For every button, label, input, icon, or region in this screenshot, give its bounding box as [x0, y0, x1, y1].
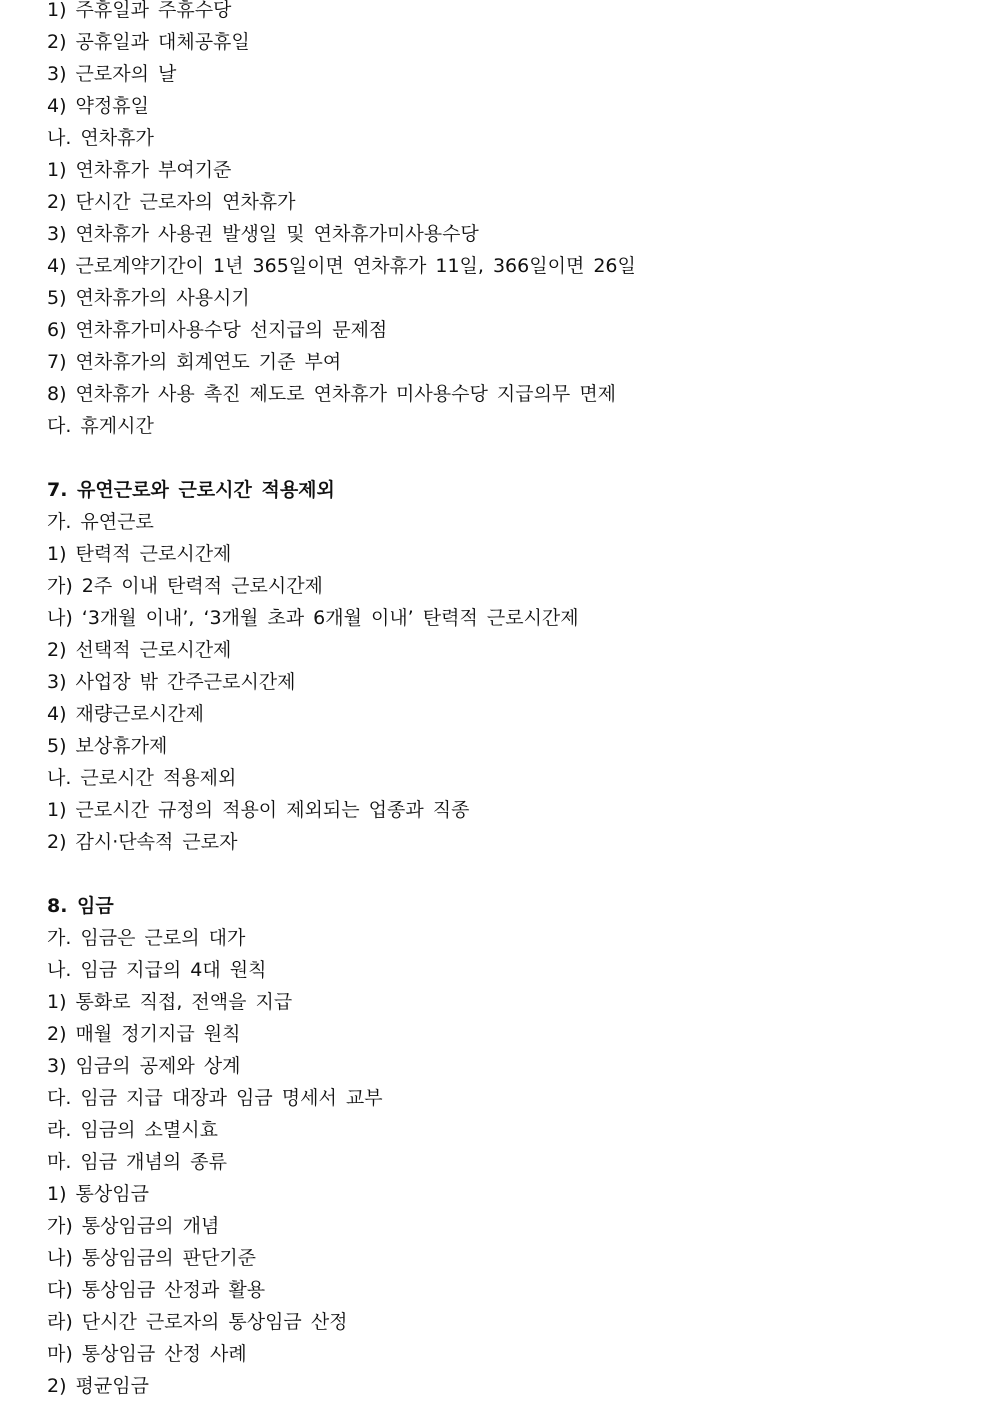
outline-item: 나. 근로시간 적용제외	[47, 767, 237, 789]
outline-item: 다. 휴게시간	[47, 415, 154, 437]
outline-item: 가) 통상임금의 개념	[47, 1215, 220, 1237]
blank-line	[47, 858, 977, 890]
outline-item: 2) 단시간 근로자의 연차휴가	[47, 191, 296, 213]
outline-item: 6) 연차휴가미사용수당 선지급의 문제점	[47, 319, 388, 341]
outline-item: 4) 근로계약기간이 1년 365일이면 연차휴가 11일, 366일이면 26일	[47, 255, 636, 277]
blank-line	[47, 442, 977, 474]
outline-item: 가) 2주 이내 탄력적 근로시간제	[47, 575, 323, 597]
outline-item: 3) 근로자의 날	[47, 63, 177, 85]
outline-item: 나) ‘3개월 이내’, ‘3개월 초과 6개월 이내’ 탄력적 근로시간제	[47, 607, 579, 629]
outline-item: 나) 통상임금의 판단기준	[47, 1247, 257, 1269]
outline-item: 마. 임금 개념의 종류	[47, 1151, 227, 1173]
outline-item: 가. 임금은 근로의 대가	[47, 927, 246, 949]
outline-item: 1) 통상임금	[47, 1183, 149, 1205]
outline-item: 나. 연차휴가	[47, 127, 154, 149]
outline-item: 3) 임금의 공제와 상계	[47, 1055, 241, 1077]
outline-item: 4) 약정휴일	[47, 95, 149, 117]
outline-item: 1) 통화로 직접, 전액을 지급	[47, 991, 293, 1013]
outline-item: 3) 연차휴가 사용권 발생일 및 연차휴가미사용수당	[47, 223, 479, 245]
outline-item: 1) 탄력적 근로시간제	[47, 543, 232, 565]
outline-item: 라) 단시간 근로자의 통상임금 산정	[47, 1311, 348, 1333]
outline-item: 5) 연차휴가의 사용시기	[47, 287, 250, 309]
outline-item: 2) 감시·단속적 근로자	[47, 831, 238, 853]
outline-item: 4) 재량근로시간제	[47, 703, 205, 725]
document-body	[47, 0, 977, 1402]
outline-item: 라. 임금의 소멸시효	[47, 1119, 218, 1141]
outline-item: 가. 유연근로	[47, 511, 154, 533]
outline-item: 2) 매월 정기지급 원칙	[47, 1023, 241, 1045]
outline-item: 8) 연차휴가 사용 촉진 제도로 연차휴가 미사용수당 지급의무 면제	[47, 383, 617, 405]
outline-item: 1) 연차휴가 부여기준	[47, 159, 232, 181]
outline-item: 3) 사업장 밖 간주근로시간제	[47, 671, 296, 693]
outline-item: 나. 임금 지급의 4대 원칙	[47, 959, 267, 981]
section-heading: 8. 임금	[47, 895, 114, 917]
section-heading: 7. 유연근로와 근로시간 적용제외	[47, 479, 335, 501]
outline-item: 2) 평균임금	[47, 1375, 149, 1397]
outline-item: 마) 통상임금 산정 사례	[47, 1343, 247, 1365]
outline-item: 1) 주휴일과 주휴수당	[47, 0, 232, 21]
outline-item: 2) 공휴일과 대체공휴일	[47, 31, 250, 53]
outline-item: 7) 연차휴가의 회계연도 기준 부여	[47, 351, 342, 373]
outline-item: 다. 임금 지급 대장과 임금 명세서 교부	[47, 1087, 383, 1109]
outline-item: 5) 보상휴가제	[47, 735, 168, 757]
outline-item: 다) 통상임금 산정과 활용	[47, 1279, 266, 1301]
outline-item: 2) 선택적 근로시간제	[47, 639, 232, 661]
outline-item: 1) 근로시간 규정의 적용이 제외되는 업종과 직종	[47, 799, 470, 821]
